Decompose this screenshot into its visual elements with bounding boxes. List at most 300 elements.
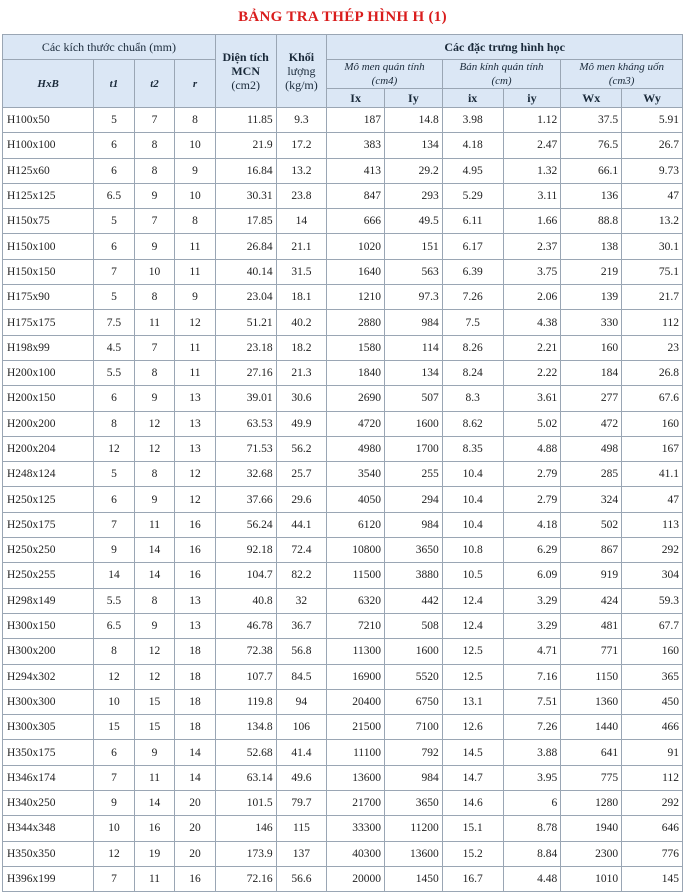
cell-wy: 466 xyxy=(622,715,683,740)
table-row xyxy=(3,158,683,183)
cell-radius-ix: 12.6 xyxy=(442,715,503,740)
cell-iy: 151 xyxy=(385,234,443,259)
cell-wy: 67.7 xyxy=(622,613,683,638)
cell-radius-ix: 13.1 xyxy=(442,689,503,714)
cell-r: 14 xyxy=(175,765,216,790)
cell-hxb: H150x100 xyxy=(3,234,94,259)
table-row xyxy=(3,563,683,588)
cell-t2: 11 xyxy=(134,866,175,891)
col-t1: t1 xyxy=(94,60,135,108)
cell-wx: 472 xyxy=(561,411,622,436)
cell-radius-iy: 6.29 xyxy=(503,538,561,563)
cell-r: 12 xyxy=(175,310,216,335)
cell-area: 37.66 xyxy=(215,487,276,512)
cell-area: 146 xyxy=(215,816,276,841)
cell-radius-iy: 2.37 xyxy=(503,234,561,259)
cell-hxb: H150x75 xyxy=(3,209,94,234)
cell-r: 12 xyxy=(175,487,216,512)
cell-t2: 7 xyxy=(134,335,175,360)
cell-radius-iy: 2.79 xyxy=(503,487,561,512)
cell-iy: 563 xyxy=(385,259,443,284)
table-row xyxy=(3,689,683,714)
cell-area: 92.18 xyxy=(215,538,276,563)
cell-wy: 47 xyxy=(622,487,683,512)
cell-t1: 12 xyxy=(94,664,135,689)
cell-wy: 145 xyxy=(622,866,683,891)
cell-wy: 47 xyxy=(622,183,683,208)
cell-iy: 3880 xyxy=(385,563,443,588)
cell-hxb: H300x305 xyxy=(3,715,94,740)
dims-group-header: Các kích thước chuẩn (mm) xyxy=(3,35,216,60)
col-iy: Iy xyxy=(385,89,443,108)
table-row xyxy=(3,436,683,461)
cell-wx: 66.1 xyxy=(561,158,622,183)
cell-radius-iy: 6.09 xyxy=(503,563,561,588)
cell-radius-ix: 5.29 xyxy=(442,183,503,208)
cell-iy: 984 xyxy=(385,310,443,335)
cell-area: 23.18 xyxy=(215,335,276,360)
cell-wx: 277 xyxy=(561,386,622,411)
cell-t2: 11 xyxy=(134,310,175,335)
cell-hxb: H350x350 xyxy=(3,841,94,866)
cell-t2: 14 xyxy=(134,791,175,816)
cell-area: 46.78 xyxy=(215,613,276,638)
cell-iy: 984 xyxy=(385,512,443,537)
cell-ix: 16900 xyxy=(327,664,385,689)
cell-weight: 21.3 xyxy=(276,360,327,385)
cell-ix: 13600 xyxy=(327,765,385,790)
cell-weight: 31.5 xyxy=(276,259,327,284)
cell-iy: 7100 xyxy=(385,715,443,740)
cell-wx: 481 xyxy=(561,613,622,638)
cell-radius-ix: 8.24 xyxy=(442,360,503,385)
cell-wx: 160 xyxy=(561,335,622,360)
cell-t1: 7 xyxy=(94,765,135,790)
cell-t2: 15 xyxy=(134,689,175,714)
cell-area: 63.14 xyxy=(215,765,276,790)
cell-r: 8 xyxy=(175,209,216,234)
cell-t2: 8 xyxy=(134,285,175,310)
cell-radius-ix: 12.5 xyxy=(442,664,503,689)
col-r: r xyxy=(175,60,216,108)
cell-wx: 498 xyxy=(561,436,622,461)
cell-iy: 5520 xyxy=(385,664,443,689)
col-radius-ix: ix xyxy=(442,89,503,108)
table-row xyxy=(3,816,683,841)
cell-wx: 424 xyxy=(561,588,622,613)
cell-hxb: H250x255 xyxy=(3,563,94,588)
cell-wx: 139 xyxy=(561,285,622,310)
cell-t2: 8 xyxy=(134,360,175,385)
cell-area: 119.8 xyxy=(215,689,276,714)
cell-wx: 285 xyxy=(561,462,622,487)
cell-weight: 40.2 xyxy=(276,310,327,335)
cell-ix: 2880 xyxy=(327,310,385,335)
cell-t1: 8 xyxy=(94,639,135,664)
cell-wy: 23 xyxy=(622,335,683,360)
cell-t2: 12 xyxy=(134,639,175,664)
cell-ix: 40300 xyxy=(327,841,385,866)
cell-wy: 160 xyxy=(622,411,683,436)
cell-wx: 1280 xyxy=(561,791,622,816)
cell-wy: 9.73 xyxy=(622,158,683,183)
cell-t2: 7 xyxy=(134,209,175,234)
cell-radius-ix: 10.5 xyxy=(442,563,503,588)
cell-ix: 33300 xyxy=(327,816,385,841)
cell-radius-ix: 10.4 xyxy=(442,462,503,487)
cell-wx: 219 xyxy=(561,259,622,284)
cell-iy: 3650 xyxy=(385,538,443,563)
table-row xyxy=(3,259,683,284)
cell-wy: 160 xyxy=(622,639,683,664)
table-row xyxy=(3,639,683,664)
cell-t1: 5 xyxy=(94,285,135,310)
steel-h-table xyxy=(2,34,683,892)
cell-ix: 1640 xyxy=(327,259,385,284)
cell-radius-iy: 3.75 xyxy=(503,259,561,284)
cell-radius-iy: 4.18 xyxy=(503,512,561,537)
cell-r: 18 xyxy=(175,639,216,664)
cell-ix: 21700 xyxy=(327,791,385,816)
cell-iy: 3650 xyxy=(385,791,443,816)
inertia-header: Mô men quán tính (cm4) xyxy=(327,60,443,89)
cell-radius-ix: 8.26 xyxy=(442,335,503,360)
cell-weight: 29.6 xyxy=(276,487,327,512)
cell-radius-iy: 2.06 xyxy=(503,285,561,310)
cell-iy: 49.5 xyxy=(385,209,443,234)
cell-r: 10 xyxy=(175,133,216,158)
table-row xyxy=(3,335,683,360)
cell-r: 20 xyxy=(175,841,216,866)
cell-r: 9 xyxy=(175,158,216,183)
cell-r: 13 xyxy=(175,386,216,411)
cell-weight: 49.9 xyxy=(276,411,327,436)
cell-radius-ix: 15.2 xyxy=(442,841,503,866)
cell-r: 14 xyxy=(175,740,216,765)
cell-t1: 9 xyxy=(94,538,135,563)
cell-wy: 112 xyxy=(622,310,683,335)
cell-t1: 9 xyxy=(94,791,135,816)
cell-iy: 792 xyxy=(385,740,443,765)
cell-radius-ix: 6.39 xyxy=(442,259,503,284)
cell-wy: 91 xyxy=(622,740,683,765)
cell-radius-iy: 2.22 xyxy=(503,360,561,385)
cell-t1: 12 xyxy=(94,841,135,866)
cell-radius-iy: 7.26 xyxy=(503,715,561,740)
cell-r: 11 xyxy=(175,360,216,385)
cell-hxb: H298x149 xyxy=(3,588,94,613)
cell-r: 9 xyxy=(175,285,216,310)
cell-hxb: H346x174 xyxy=(3,765,94,790)
cell-radius-iy: 6 xyxy=(503,791,561,816)
cell-area: 17.85 xyxy=(215,209,276,234)
cell-weight: 94 xyxy=(276,689,327,714)
cell-r: 8 xyxy=(175,108,216,133)
cell-radius-iy: 2.47 xyxy=(503,133,561,158)
cell-t2: 9 xyxy=(134,487,175,512)
cell-ix: 2690 xyxy=(327,386,385,411)
cell-wx: 2300 xyxy=(561,841,622,866)
table-row xyxy=(3,740,683,765)
cell-radius-iy: 4.38 xyxy=(503,310,561,335)
cell-t1: 6 xyxy=(94,487,135,512)
cell-t2: 12 xyxy=(134,411,175,436)
cell-wy: 304 xyxy=(622,563,683,588)
cell-area: 134.8 xyxy=(215,715,276,740)
cell-t2: 8 xyxy=(134,133,175,158)
table-row xyxy=(3,613,683,638)
cell-hxb: H250x250 xyxy=(3,538,94,563)
cell-iy: 293 xyxy=(385,183,443,208)
cell-area: 101.5 xyxy=(215,791,276,816)
cell-hxb: H300x300 xyxy=(3,689,94,714)
cell-weight: 44.1 xyxy=(276,512,327,537)
cell-radius-ix: 4.95 xyxy=(442,158,503,183)
cell-iy: 1700 xyxy=(385,436,443,461)
cell-iy: 1600 xyxy=(385,411,443,436)
cell-t2: 9 xyxy=(134,740,175,765)
cell-radius-iy: 8.84 xyxy=(503,841,561,866)
cell-t1: 5.5 xyxy=(94,588,135,613)
cell-radius-ix: 6.11 xyxy=(442,209,503,234)
cell-radius-iy: 8.78 xyxy=(503,816,561,841)
cell-hxb: H125x60 xyxy=(3,158,94,183)
cell-wx: 330 xyxy=(561,310,622,335)
cell-r: 10 xyxy=(175,183,216,208)
cell-t2: 15 xyxy=(134,715,175,740)
cell-ix: 10800 xyxy=(327,538,385,563)
table-row xyxy=(3,285,683,310)
cell-hxb: H100x50 xyxy=(3,108,94,133)
cell-t1: 7 xyxy=(94,512,135,537)
cell-ix: 1020 xyxy=(327,234,385,259)
table-row xyxy=(3,765,683,790)
cell-wx: 867 xyxy=(561,538,622,563)
cell-t2: 9 xyxy=(134,386,175,411)
table-row xyxy=(3,791,683,816)
table-row xyxy=(3,487,683,512)
cell-radius-iy: 2.79 xyxy=(503,462,561,487)
cell-radius-iy: 4.48 xyxy=(503,866,561,891)
cell-t1: 6 xyxy=(94,740,135,765)
cell-wy: 26.8 xyxy=(622,360,683,385)
cell-t1: 15 xyxy=(94,715,135,740)
cell-ix: 7210 xyxy=(327,613,385,638)
table-row xyxy=(3,386,683,411)
cell-radius-ix: 15.1 xyxy=(442,816,503,841)
cell-hxb: H125x125 xyxy=(3,183,94,208)
cell-wx: 37.5 xyxy=(561,108,622,133)
cell-t2: 10 xyxy=(134,259,175,284)
cell-wy: 26.7 xyxy=(622,133,683,158)
cell-wy: 292 xyxy=(622,538,683,563)
cell-wx: 184 xyxy=(561,360,622,385)
cell-radius-iy: 3.61 xyxy=(503,386,561,411)
cell-area: 72.16 xyxy=(215,866,276,891)
cell-radius-ix: 16.7 xyxy=(442,866,503,891)
cell-hxb: H200x150 xyxy=(3,386,94,411)
cell-t2: 19 xyxy=(134,841,175,866)
table-row xyxy=(3,209,683,234)
cell-ix: 847 xyxy=(327,183,385,208)
cell-weight: 84.5 xyxy=(276,664,327,689)
cell-hxb: H340x250 xyxy=(3,791,94,816)
cell-hxb: H350x175 xyxy=(3,740,94,765)
cell-radius-iy: 4.71 xyxy=(503,639,561,664)
cell-t2: 9 xyxy=(134,234,175,259)
cell-wx: 502 xyxy=(561,512,622,537)
cell-wy: 113 xyxy=(622,512,683,537)
cell-r: 18 xyxy=(175,715,216,740)
cell-t2: 8 xyxy=(134,462,175,487)
cell-t1: 7.5 xyxy=(94,310,135,335)
cell-radius-iy: 4.88 xyxy=(503,436,561,461)
cell-area: 104.7 xyxy=(215,563,276,588)
cell-t1: 8 xyxy=(94,411,135,436)
cell-t2: 8 xyxy=(134,588,175,613)
cell-iy: 134 xyxy=(385,133,443,158)
cell-hxb: H100x100 xyxy=(3,133,94,158)
cell-radius-ix: 4.18 xyxy=(442,133,503,158)
table-row xyxy=(3,462,683,487)
cell-wy: 365 xyxy=(622,664,683,689)
cell-area: 16.84 xyxy=(215,158,276,183)
cell-hxb: H250x125 xyxy=(3,487,94,512)
col-wy: Wy xyxy=(622,89,683,108)
cell-area: 56.24 xyxy=(215,512,276,537)
cell-hxb: H200x204 xyxy=(3,436,94,461)
cell-radius-ix: 7.26 xyxy=(442,285,503,310)
cell-t2: 14 xyxy=(134,538,175,563)
cell-hxb: H200x200 xyxy=(3,411,94,436)
cell-iy: 13600 xyxy=(385,841,443,866)
cell-radius-ix: 8.3 xyxy=(442,386,503,411)
table-row xyxy=(3,310,683,335)
cell-t1: 5 xyxy=(94,209,135,234)
cell-radius-ix: 8.62 xyxy=(442,411,503,436)
cell-ix: 11100 xyxy=(327,740,385,765)
cell-ix: 6120 xyxy=(327,512,385,537)
cell-wx: 138 xyxy=(561,234,622,259)
cell-wy: 13.2 xyxy=(622,209,683,234)
cell-wy: 167 xyxy=(622,436,683,461)
table-row xyxy=(3,588,683,613)
cell-weight: 18.2 xyxy=(276,335,327,360)
cell-wx: 1940 xyxy=(561,816,622,841)
cell-weight: 56.2 xyxy=(276,436,327,461)
cell-weight: 49.6 xyxy=(276,765,327,790)
table-row xyxy=(3,108,683,133)
cell-radius-ix: 10.4 xyxy=(442,512,503,537)
cell-wy: 67.6 xyxy=(622,386,683,411)
cell-hxb: H294x302 xyxy=(3,664,94,689)
cell-area: 40.14 xyxy=(215,259,276,284)
cell-area: 51.21 xyxy=(215,310,276,335)
cell-iy: 507 xyxy=(385,386,443,411)
cell-ix: 383 xyxy=(327,133,385,158)
cell-t1: 6.5 xyxy=(94,183,135,208)
cell-weight: 36.7 xyxy=(276,613,327,638)
cell-wx: 919 xyxy=(561,563,622,588)
cell-hxb: H344x348 xyxy=(3,816,94,841)
cell-hxb: H396x199 xyxy=(3,866,94,891)
cell-hxb: H175x90 xyxy=(3,285,94,310)
cell-r: 13 xyxy=(175,588,216,613)
cell-weight: 72.4 xyxy=(276,538,327,563)
cell-ix: 4720 xyxy=(327,411,385,436)
cell-wy: 30.1 xyxy=(622,234,683,259)
cell-iy: 97.3 xyxy=(385,285,443,310)
cell-area: 27.16 xyxy=(215,360,276,385)
cell-area: 72.38 xyxy=(215,639,276,664)
cell-radius-iy: 3.29 xyxy=(503,613,561,638)
table-row xyxy=(3,512,683,537)
cell-hxb: H300x200 xyxy=(3,639,94,664)
cell-t2: 9 xyxy=(134,613,175,638)
cell-area: 107.7 xyxy=(215,664,276,689)
cell-iy: 29.2 xyxy=(385,158,443,183)
cell-hxb: H300x150 xyxy=(3,613,94,638)
cell-t1: 10 xyxy=(94,689,135,714)
cell-r: 11 xyxy=(175,259,216,284)
cell-r: 13 xyxy=(175,436,216,461)
cell-radius-iy: 3.11 xyxy=(503,183,561,208)
table-row xyxy=(3,411,683,436)
cell-area: 40.8 xyxy=(215,588,276,613)
cell-radius-ix: 14.7 xyxy=(442,765,503,790)
cell-t2: 16 xyxy=(134,816,175,841)
cell-radius-ix: 12.4 xyxy=(442,588,503,613)
cell-wx: 76.5 xyxy=(561,133,622,158)
cell-t1: 5.5 xyxy=(94,360,135,385)
radius-header: Bán kính quán tính (cm) xyxy=(442,60,561,89)
cell-ix: 20000 xyxy=(327,866,385,891)
table-row xyxy=(3,133,683,158)
cell-area: 21.9 xyxy=(215,133,276,158)
cell-ix: 21500 xyxy=(327,715,385,740)
cell-wx: 1010 xyxy=(561,866,622,891)
col-hxb: HxB xyxy=(3,60,94,108)
cell-t1: 6.5 xyxy=(94,613,135,638)
table-row xyxy=(3,360,683,385)
cell-iy: 11200 xyxy=(385,816,443,841)
cell-ix: 3540 xyxy=(327,462,385,487)
cell-radius-iy: 1.66 xyxy=(503,209,561,234)
cell-hxb: H150x150 xyxy=(3,259,94,284)
cell-iy: 1450 xyxy=(385,866,443,891)
page-title: BẢNG TRA THÉP HÌNH H (1) xyxy=(238,9,447,25)
cell-iy: 442 xyxy=(385,588,443,613)
col-radius-iy: iy xyxy=(503,89,561,108)
cell-radius-ix: 10.4 xyxy=(442,487,503,512)
cell-weight: 82.2 xyxy=(276,563,327,588)
cell-t2: 12 xyxy=(134,436,175,461)
cell-wy: 646 xyxy=(622,816,683,841)
cell-area: 32.68 xyxy=(215,462,276,487)
cell-weight: 137 xyxy=(276,841,327,866)
weight-header: Khối lượng (kg/m) xyxy=(276,35,327,108)
cell-hxb: H175x175 xyxy=(3,310,94,335)
cell-t2: 7 xyxy=(134,108,175,133)
cell-r: 11 xyxy=(175,234,216,259)
cell-wx: 324 xyxy=(561,487,622,512)
cell-iy: 984 xyxy=(385,765,443,790)
cell-t1: 12 xyxy=(94,436,135,461)
table-row xyxy=(3,841,683,866)
cell-wx: 1360 xyxy=(561,689,622,714)
cell-r: 20 xyxy=(175,816,216,841)
cell-wy: 41.1 xyxy=(622,462,683,487)
